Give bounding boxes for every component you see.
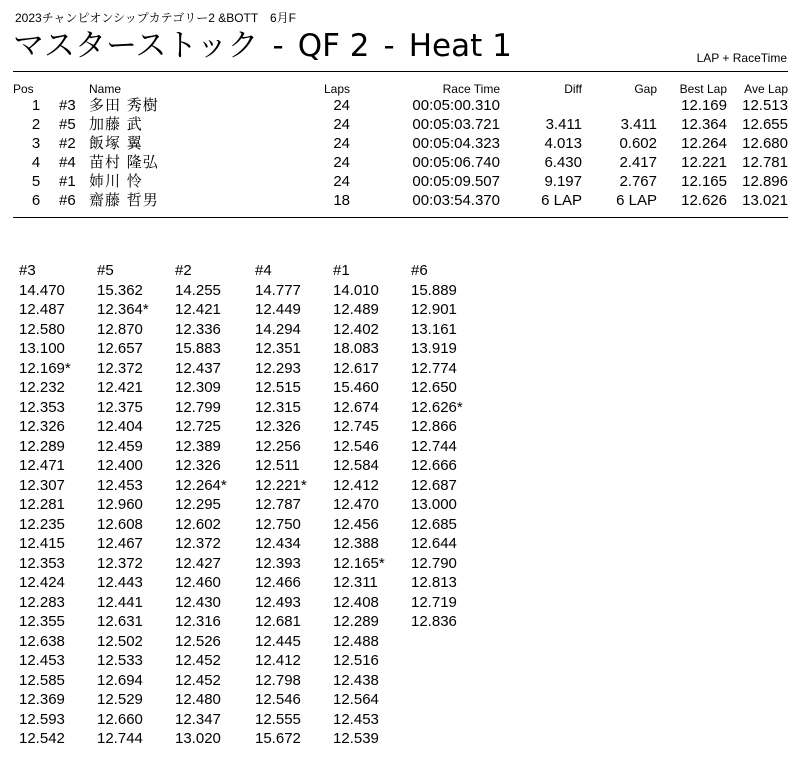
lap-time: 12.295	[175, 496, 221, 513]
lap-time: 12.813	[411, 574, 457, 591]
lap-time: 12.412	[333, 476, 379, 494]
lap-time: 12.232	[19, 379, 65, 396]
lap-time: 12.307	[19, 476, 65, 494]
lap-time: 12.745	[333, 418, 379, 435]
lap-time: 12.585	[19, 671, 65, 689]
lap-time: 12.452	[175, 652, 221, 669]
lap-time: 12.593	[19, 710, 65, 728]
lap-time: 12.459	[97, 437, 143, 455]
lap-column	[19, 261, 71, 749]
lap-column-header: #3	[19, 262, 36, 279]
lap-time: 12.493	[255, 593, 301, 611]
lap-time: 12.515	[255, 379, 301, 396]
cell-no: #4	[59, 154, 76, 171]
lap-time: 13.100	[19, 340, 65, 357]
lap-time: 14.010	[333, 281, 379, 299]
lap-time: 12.441	[97, 593, 143, 611]
header-laps: Laps	[323, 82, 350, 96]
lap-time: 12.393	[255, 554, 301, 572]
lap-time: 12.901	[411, 301, 457, 318]
lap-time: 12.546	[333, 437, 379, 455]
lap-time: 12.388	[333, 535, 379, 552]
cell-name: 姉川 怜	[89, 172, 143, 190]
lap-time: 12.480	[175, 691, 221, 708]
lap-time: 12.293	[255, 359, 301, 377]
cell-no: #2	[59, 135, 76, 152]
cell-diff: 6 LAP	[541, 192, 582, 209]
lap-time: 12.564	[333, 691, 379, 708]
lap-time: 14.255	[175, 281, 221, 299]
lap-time: 12.421	[97, 379, 143, 396]
lap-column	[333, 261, 385, 749]
cell-ave-lap: 13.021	[742, 192, 788, 209]
lap-time: 12.289	[333, 613, 379, 630]
lap-time: 12.674	[333, 398, 379, 416]
lap-time: 13.919	[411, 340, 457, 357]
lap-time: 12.289	[19, 437, 65, 455]
lap-time: 12.264*	[175, 476, 227, 494]
cell-best-lap: 12.169	[681, 97, 727, 114]
cell-diff	[500, 96, 582, 115]
title-dash: -	[272, 28, 284, 64]
subtitle: 2023チャンピオンシップカテゴリー2 &BOTT 6月F	[15, 11, 296, 25]
lap-time: 12.372	[97, 359, 143, 377]
lap-time: 12.453	[97, 476, 143, 494]
lap-time: 12.369	[19, 691, 65, 708]
lap-time: 12.452	[175, 671, 221, 689]
lap-time: 15.362	[97, 281, 143, 299]
result-row	[13, 172, 788, 191]
result-row	[13, 96, 788, 115]
cell-gap: 6 LAP	[616, 192, 657, 209]
page-title	[13, 28, 512, 64]
lap-column-header: #1	[333, 262, 350, 279]
title-dash: -	[383, 28, 395, 64]
cell-race-time: 00:03:54.370	[412, 192, 500, 209]
lap-time: 12.511	[255, 457, 300, 474]
lap-time: 12.471	[19, 457, 65, 474]
cell-race-time: 00:05:06.740	[412, 154, 500, 171]
lap-time: 12.836	[411, 613, 457, 630]
lap-time: 12.375	[97, 398, 143, 416]
cell-ave-lap: 12.513	[742, 97, 788, 114]
lap-time: 12.221*	[255, 476, 307, 494]
cell-pos: 3	[31, 135, 41, 152]
cell-ave-lap: 12.781	[742, 154, 788, 171]
lap-time: 12.487	[19, 301, 65, 318]
cell-gap	[582, 96, 657, 115]
lap-time: 12.412	[255, 652, 301, 669]
lap-time: 13.000	[411, 496, 457, 513]
cell-laps: 24	[333, 97, 350, 114]
lap-time: 12.744	[411, 437, 457, 455]
lap-time: 12.608	[97, 515, 143, 533]
lap-time: 12.364*	[97, 301, 149, 318]
lap-time: 12.438	[333, 671, 379, 689]
lap-time: 12.719	[411, 593, 457, 611]
lap-time: 12.326	[175, 457, 221, 474]
cell-laps: 18	[333, 192, 350, 209]
lap-time: 12.316	[175, 613, 221, 630]
lap-time: 12.400	[97, 457, 143, 474]
lap-column-header: #2	[175, 262, 192, 279]
lap-time: 12.453	[333, 710, 379, 728]
lap-time: 12.326	[19, 418, 65, 435]
cell-no: #3	[59, 97, 76, 114]
lap-time: 12.443	[97, 574, 143, 591]
lap-column	[411, 261, 463, 632]
timing-mode: LAP + RaceTime	[696, 51, 787, 65]
cell-ave-lap: 12.655	[742, 116, 788, 133]
lap-time: 12.660	[97, 710, 143, 728]
lap-time: 12.580	[19, 320, 65, 338]
lap-time: 12.466	[255, 574, 301, 591]
cell-best-lap: 12.165	[681, 173, 727, 190]
lap-column	[255, 261, 307, 749]
results-header-row	[13, 82, 788, 96]
lap-column-header: #6	[411, 262, 428, 279]
cell-best-lap: 12.364	[681, 116, 727, 133]
lap-time: 12.445	[255, 632, 301, 650]
title-class: マスターストック	[13, 28, 259, 64]
cell-ave-lap: 12.680	[742, 135, 788, 152]
title-race: QF 2	[297, 28, 370, 64]
lap-time: 12.960	[97, 496, 143, 513]
cell-ave-lap: 12.896	[742, 173, 788, 190]
lap-time: 12.283	[19, 593, 65, 611]
lap-time: 12.725	[175, 418, 221, 435]
lap-time: 12.617	[333, 359, 379, 377]
result-row	[13, 134, 788, 153]
cell-name: 多田 秀樹	[89, 96, 159, 114]
cell-race-time: 00:05:09.507	[412, 173, 500, 190]
header-diff: Diff	[564, 82, 582, 96]
cell-race-time: 00:05:00.310	[412, 97, 500, 114]
header-name: Name	[89, 82, 122, 96]
lap-time: 12.681	[255, 613, 301, 630]
lap-time: 12.165*	[333, 554, 385, 572]
lap-time: 12.326	[255, 418, 301, 435]
cell-name: 加藤 武	[89, 115, 143, 133]
lap-time: 12.744	[97, 730, 143, 747]
lap-time: 12.657	[97, 340, 143, 357]
lap-time: 12.685	[411, 515, 457, 533]
cell-gap: 0.602	[619, 135, 657, 152]
cell-pos: 6	[31, 192, 41, 209]
lap-time: 12.650	[411, 379, 457, 396]
lap-time: 12.602	[175, 515, 221, 533]
cell-gap: 2.767	[619, 173, 657, 190]
title-heat: Heat 1	[408, 28, 512, 64]
lap-time: 12.434	[255, 535, 301, 552]
header-ave-lap: Ave Lap	[744, 82, 788, 96]
lap-time: 12.449	[255, 301, 301, 318]
cell-laps: 24	[333, 135, 350, 152]
cell-no: #1	[59, 173, 76, 190]
lap-time: 12.353	[19, 398, 65, 416]
lap-time: 12.687	[411, 476, 457, 494]
cell-laps: 24	[333, 116, 350, 133]
lap-time: 14.777	[255, 281, 301, 299]
lap-time: 12.415	[19, 535, 65, 552]
header-race-time: Race Time	[442, 82, 500, 96]
cell-pos: 4	[31, 154, 41, 171]
lap-time: 12.774	[411, 359, 457, 377]
cell-pos: 2	[31, 116, 41, 133]
lap-time: 12.372	[175, 535, 221, 552]
cell-gap: 3.411	[620, 116, 657, 133]
lap-time: 12.427	[175, 554, 221, 572]
cell-best-lap: 12.626	[681, 192, 727, 209]
lap-time: 12.315	[255, 398, 301, 416]
lap-time: 12.389	[175, 437, 221, 455]
lap-time: 12.799	[175, 398, 221, 416]
lap-column	[175, 261, 227, 749]
lap-time: 12.644	[411, 535, 457, 552]
lap-time: 12.555	[255, 710, 301, 728]
lap-time: 12.456	[333, 515, 379, 533]
lap-time: 12.460	[175, 574, 221, 591]
lap-time: 12.353	[19, 554, 65, 572]
lap-time: 15.672	[255, 730, 301, 747]
lap-time: 12.424	[19, 574, 65, 591]
lap-time: 12.488	[333, 632, 379, 650]
result-row	[13, 115, 788, 134]
lap-time: 12.529	[97, 691, 143, 708]
lap-time: 12.470	[333, 496, 379, 513]
cell-name: 飯塚 翼	[89, 134, 143, 152]
lap-time: 15.889	[411, 281, 457, 299]
cell-no: #6	[59, 192, 76, 209]
lap-time: 12.798	[255, 671, 301, 689]
lap-time: 12.626*	[411, 398, 463, 416]
lap-time: 12.542	[19, 730, 65, 747]
divider-top	[13, 71, 788, 72]
lap-time: 12.666	[411, 457, 457, 474]
cell-no: #5	[59, 116, 76, 133]
lap-time: 12.866	[411, 418, 457, 435]
lap-column-header: #5	[97, 262, 114, 279]
lap-time: 12.870	[97, 320, 143, 338]
lap-time: 12.489	[333, 301, 379, 318]
lap-time: 12.311	[333, 574, 378, 591]
lap-time: 15.883	[175, 340, 221, 357]
lap-time: 12.336	[175, 320, 221, 338]
lap-time: 14.294	[255, 320, 301, 338]
lap-time: 13.020	[175, 730, 221, 747]
cell-diff: 3.411	[545, 116, 582, 133]
lap-time: 12.355	[19, 613, 65, 630]
cell-diff: 9.197	[544, 173, 582, 190]
cell-laps: 24	[333, 154, 350, 171]
lap-time: 12.453	[19, 652, 65, 669]
lap-time: 12.467	[97, 535, 143, 552]
result-row	[13, 191, 788, 210]
lap-time: 13.161	[411, 320, 457, 338]
lap-time: 12.408	[333, 593, 379, 611]
cell-name: 齋藤 哲男	[89, 191, 159, 209]
cell-best-lap: 12.264	[681, 135, 727, 152]
lap-time: 12.372	[97, 554, 143, 572]
lap-time: 12.437	[175, 359, 221, 377]
cell-best-lap: 12.221	[681, 154, 727, 171]
lap-column	[97, 261, 149, 749]
lap-time: 12.694	[97, 671, 143, 689]
lap-time: 12.281	[19, 496, 65, 513]
lap-time: 12.526	[175, 632, 221, 650]
lap-time: 12.790	[411, 554, 457, 572]
cell-race-time: 00:05:04.323	[412, 135, 500, 152]
header-gap: Gap	[634, 82, 657, 96]
lap-time: 12.404	[97, 418, 143, 435]
lap-time: 12.546	[255, 691, 301, 708]
cell-diff: 4.013	[544, 135, 582, 152]
lap-time: 12.516	[333, 652, 379, 669]
cell-pos: 5	[31, 173, 41, 190]
header-best-lap: Best Lap	[679, 82, 727, 96]
lap-time: 12.430	[175, 593, 221, 611]
result-row	[13, 153, 788, 172]
lap-time: 12.539	[333, 730, 379, 747]
lap-time: 12.631	[97, 613, 143, 630]
lap-time: 15.460	[333, 379, 379, 396]
lap-time: 12.256	[255, 437, 301, 455]
lap-time: 12.584	[333, 457, 379, 474]
lap-time: 12.402	[333, 320, 379, 338]
cell-pos: 1	[31, 97, 41, 114]
lap-time: 12.351	[255, 340, 301, 357]
lap-time: 12.533	[97, 652, 143, 669]
cell-name: 苗村 隆弘	[89, 153, 159, 171]
lap-time: 12.421	[175, 301, 221, 318]
lap-time: 12.347	[175, 710, 221, 728]
divider-bottom	[13, 217, 788, 218]
lap-column-header: #4	[255, 262, 272, 279]
lap-time: 12.235	[19, 515, 65, 533]
lap-time: 12.787	[255, 496, 301, 513]
lap-time: 12.309	[175, 379, 221, 396]
lap-time: 12.169*	[19, 359, 71, 377]
cell-diff: 6.430	[544, 154, 582, 171]
cell-gap: 2.417	[619, 154, 657, 171]
lap-time: 12.750	[255, 515, 301, 533]
cell-race-time: 00:05:03.721	[412, 116, 500, 133]
header-pos: Pos	[13, 82, 34, 96]
results-table	[13, 82, 788, 210]
lap-time: 12.638	[19, 632, 65, 650]
cell-laps: 24	[333, 173, 350, 190]
lap-time: 14.470	[19, 281, 65, 299]
lap-time: 18.083	[333, 340, 379, 357]
lap-time: 12.502	[97, 632, 143, 650]
